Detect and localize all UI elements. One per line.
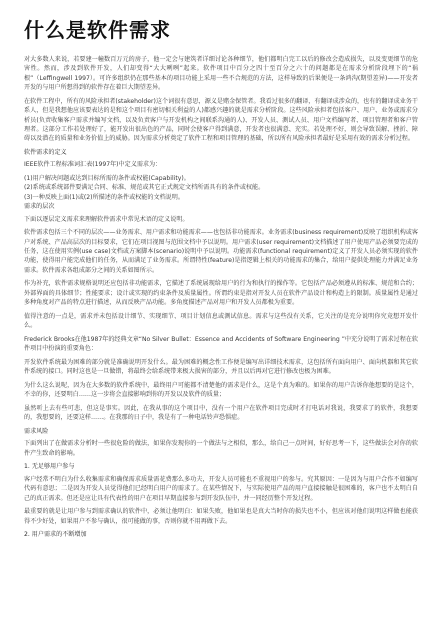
section-heading: 需求风险 bbox=[24, 427, 49, 435]
paragraph: 下面以逐层定义需求来理解软件需求中常见术语的定义说明。 bbox=[24, 215, 189, 223]
list-item: (1)用户解决问题或达到目标所需的条件或权能(Capability)。 bbox=[24, 175, 190, 183]
paragraph: 客户经常不明白为什么收集需求和确保需求质量需花费那么多功夫，开发人员可能也不重视用户的参与。究其原因：一是因为与用户合作不如编写代码有意思；二是因为开发人员觉得他们已经明白用户的需求了。在某些情况下，与实际使用产品的用户直接接触是很困难的，客户也不太明白自己的真正需求。但还是应让具有代表性的用户在项目早期直接参与到开发队伍中，并一同经历整个开发过程。 bbox=[24, 475, 418, 502]
paragraph: 下面列出了在做需求分析时一些很危险的做法，如果你发现你的一个做法与之相似，那么，给自己一点时间，好好思考一下，这些做法会对你的软件产生致命的影响。 bbox=[24, 440, 418, 457]
paragraph: 值得注意的一点是，需求并未包括设计细节、实现细节、项目计划信息或测试信息。需求与这些没有关系，它关注的是充分说明你究竟想开发什么。 bbox=[24, 312, 418, 330]
paragraph: 为什么这么说呢，因为在大多数的软件系统中，最终用户可能都不清楚他的需求是什么，这是个真为难的。如果你的用户告诉你他想要的是这个，不幸的你，还要明白……这一步将会直接影响到你的开发以及软件的质量； bbox=[24, 381, 418, 399]
paragraph: 开发软件系统最为困难的部分就是准确说明开发什么。最为困难的概念性工作便是编写出详细技术需求，这包括所有面向用户、面向机器和其它软件系统的接口。同时这也是一旦做错，将最终会给系统带来极大损害的部分，并且以后再对它进行修改也极为困难。 bbox=[24, 358, 418, 376]
section-heading: 软件需求的定义 bbox=[24, 149, 67, 157]
paragraph: IEEE软件工程标准词汇表(1997年)中定义需求为： bbox=[24, 161, 162, 169]
paragraph: 在软件工程中，所有的风险承担者(stakeholder)这个词很有意思，源义是赌金保管者。我看过很多的翻译，有翻译成涉众的，也有的翻译成业务干系人，但是我想他应该要表达的是和这个项目有密切相关利益的人)都感兴趣的就是需求分析阶段。这些风险承担者包括客户、用户、业务或需求分析员(负责收集客户需求并编写文档，以及负责客户与开发机构之间联系沟通的人)、开发人员、测试人员、用户文档编写者、项目管理者和客户管理者。这部分工作若处理好了，能开发出很出色的产品，同时会使客户得到满意，开发者也很满意、充实。若处理不好，则会导致误解、挫折、障碍以及潜在的质量和业务价值上的威胁。因为需求分析奠定了软件工程和项目管理的基础，所以所有风险承担者最好是采用有效的需求分析过程。 bbox=[24, 97, 418, 143]
paragraph: 最重要的就是让用户参与到需求确认的软件中，必须让他明白：如果失败，他如果也是真大当时你的损失也不小，但应该对他们说明这样做也能获得不少好处，如果用户不参与确认，很可能做的事，否则你就不用再做下去。 bbox=[24, 508, 418, 525]
section-heading: 2. 用户需求的不断增加 bbox=[24, 531, 87, 539]
page-title: 什么是软件需求 bbox=[24, 18, 171, 42]
list-item: (3)一种反映上面(1)或(2)所描述的条件或权能的文档说明。 bbox=[24, 193, 184, 201]
section-heading: 需求的层次 bbox=[24, 203, 55, 211]
paragraph: 软件需求包括三个不同的层次——业务需求、用户需求和功能需求——也包括非功能需求。业务需求(business requirement)反映了组织机构或客户对系统、产品高层次的目标要求，它们在项目视图与范围文档中予以说明。用户需求(user requirement)文档描述了用户使用产品必须要完成的任务，这在使用实例(use case)文档或方案脚本(scenario)说明中予以说明。功能需求(functional requirement)定义了开发人员必须实现的软件功能，使得用户能完成他们的任务，从而满足了业务需求。所谓特性(feature)是指逻辑上相关的功能需求的集合，给用户提供处理能力并满足业务需求。软件需求各组成部分之间的关系如图所示。 bbox=[24, 229, 418, 274]
paragraph: 对大多数人来说，若要建一幢数百万元的房子，他一定会与建筑者详细讨论各种细节，他们都明白完工以后的修改会造成损失，以及变更细节的危害性。然而，涉及到软件开发，人们却变得“大大咧咧”起来。软件项目中百分之四十至百分之六十的问题都是在需求分析阶段埋下的“祸根”（Leffingwell 1997）。可许多组织仍在那些基本的项目功能上采用一些不合规范的方法，这样导致的后果便是一条鸿沟(期望差异)——开发者开发的与用户所想得到的软件存在着巨大期望差异。 bbox=[24, 56, 418, 92]
paragraph: 作为补充，软件需求规格说明还应包括非功能需求，它描述了系统展现给用户的行为和执行的操作等。它包括产品必须遵从的标准、规范和合约；外部界面的具体细节；性能要求；设计或实现的约束条件及质量属性。所谓约束是指对开发人员在软件产品设计和构造上的限制。质量属性是通过多种角度对产品的特点进行描述，从而反映产品功能。多角度描述产品对用户和开发人员都极为重要。 bbox=[24, 280, 418, 307]
section-heading: 1. 无足够用户参与 bbox=[24, 463, 75, 471]
list-item: (2)系统或系统部件要满足合同、标准、规范或其它正式规定文档所需具有的条件或权能。 bbox=[24, 184, 265, 192]
document-body bbox=[24, 55, 418, 540]
paragraph: 虽然听上去有些可悲，但这是事实。因此，在我从事的这个项目中，没有一个用户在软件项目完成时才打电话对我说，我要求了的软件，我想要的，我想要的，还要这样……。在我那的日子中，我是有了一种电话铃声恐惧症。 bbox=[24, 404, 418, 422]
paragraph: Frederick Brooks在他1987年的经典文章“No Silver Bullet：Essence and Accidents of Software Engineering ”中充分说明了需求过程在软件项目中扮演的重要角色： bbox=[24, 335, 418, 353]
